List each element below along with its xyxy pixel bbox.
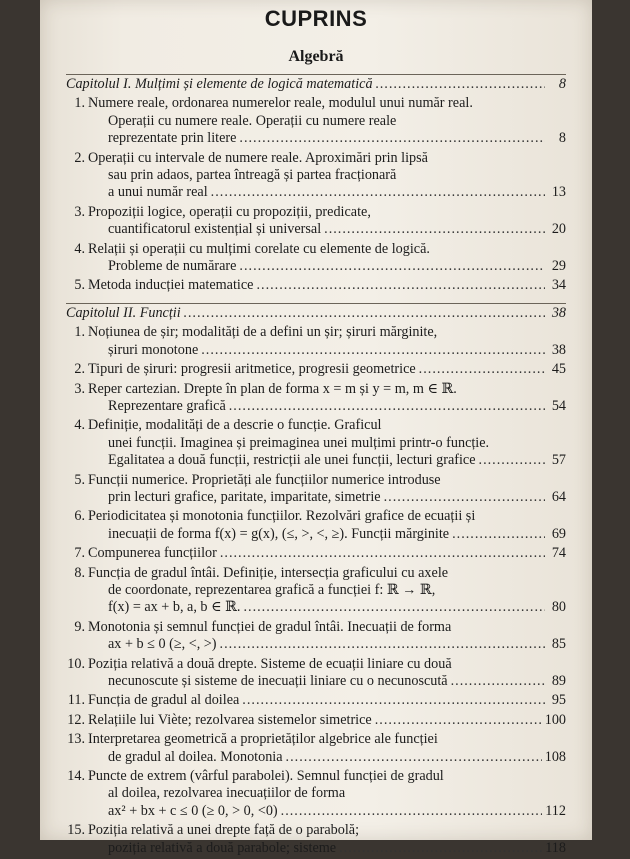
- dot-leader: [229, 398, 545, 415]
- toc-item-number: 3.: [74, 203, 85, 220]
- toc-line-text: Poziția relativă a unei drepte față de o parabolă;: [88, 822, 360, 839]
- toc-line: [88, 113, 566, 130]
- toc-item: [66, 417, 566, 469]
- toc-line: [88, 565, 566, 582]
- toc-item: [66, 565, 566, 617]
- toc-line: [88, 508, 566, 525]
- toc-item: [66, 731, 566, 766]
- dot-leader: [479, 452, 545, 469]
- toc-page-number: 118: [545, 839, 566, 856]
- toc-item-number: 10.: [67, 655, 85, 672]
- toc-item-number: 4.: [74, 240, 85, 257]
- toc-line: [88, 277, 566, 294]
- dot-leader: [242, 692, 545, 709]
- toc-line-text: reprezentate prin litere: [108, 130, 237, 147]
- dot-leader: [239, 130, 545, 147]
- toc-line-text: a unui număr real: [108, 184, 208, 201]
- dot-leader: [239, 258, 545, 275]
- toc-item-number: 9.: [74, 618, 85, 635]
- toc-item-number: 13.: [67, 731, 85, 748]
- toc-item-number: 5.: [74, 471, 85, 488]
- toc-line: [88, 785, 566, 802]
- toc-item-number: 7.: [74, 545, 85, 562]
- dot-leader: [256, 277, 545, 294]
- toc-line-text: Relații și operații cu mulțimi corelate cu elemente de logică.: [88, 240, 430, 257]
- toc-line: [88, 150, 566, 167]
- toc-item-number: 1.: [74, 95, 85, 112]
- toc-page-number: 85: [551, 636, 566, 653]
- table-of-contents: [66, 74, 566, 859]
- toc-line-text: ax + b ≤ 0 (≥, <, >): [108, 636, 217, 653]
- toc-line-text: Noțiunea de șir; modalități de a defini un șir; șiruri mărginite,: [88, 324, 438, 341]
- toc-item: [66, 692, 566, 709]
- toc-chapter: [66, 74, 566, 93]
- dot-leader: [452, 526, 545, 543]
- toc-line: [88, 840, 566, 857]
- dot-leader: [184, 305, 545, 322]
- toc-line-text: Egalitatea a două funcții, restricții ale unei funcții, lecturi grafice: [108, 452, 476, 469]
- toc-page-number: 8: [558, 76, 566, 92]
- toc-item: [66, 241, 566, 276]
- toc-item: [66, 204, 566, 239]
- toc-page-number: 108: [544, 748, 566, 765]
- toc-page-number: 34: [551, 277, 566, 294]
- toc-line: [88, 526, 566, 543]
- toc-line: [88, 342, 566, 359]
- toc-page-number: 45: [551, 361, 566, 378]
- toc-page-number: 8: [558, 130, 566, 147]
- toc-item-number: 2.: [74, 361, 85, 378]
- toc-line: [88, 95, 566, 112]
- dot-leader: [220, 636, 545, 653]
- toc-item-number: 14.: [67, 768, 85, 785]
- toc-line-text: Propoziții logice, operații cu propoziții, predicate,: [88, 203, 371, 220]
- toc-line-text: inecuații de forma f(x) = g(x), (≤, >, <, ≥). Funcții mărginite: [108, 525, 450, 542]
- dot-leader: [451, 673, 545, 690]
- toc-line-text: poziția relativă a două parabole; sisteme: [108, 839, 337, 856]
- section-heading: Algebră: [288, 48, 344, 65]
- toc-line: [88, 258, 566, 275]
- toc-line-text: Compunerea funcțiilor: [88, 545, 217, 562]
- toc-line: [88, 204, 566, 221]
- toc-line: [88, 489, 566, 506]
- dot-leader: [211, 184, 545, 201]
- toc-line-text: cuantificatorul existențial și universal: [108, 221, 322, 238]
- toc-line: [88, 673, 566, 690]
- toc-line: [88, 417, 566, 434]
- dot-leader: [220, 545, 545, 562]
- toc-page-number: 29: [551, 258, 566, 275]
- page-title: CUPRINS: [264, 6, 368, 31]
- toc-line-text: de gradul al doilea. Monotonia: [108, 748, 283, 765]
- dot-leader: [339, 840, 542, 857]
- toc-line-text: ax² + bx + c ≤ 0 (≥ 0, > 0, <0): [108, 802, 278, 819]
- toc-line: [88, 361, 566, 378]
- toc-page-number: 69: [551, 525, 566, 542]
- toc-item-number: 1.: [74, 324, 85, 341]
- toc-line-text: Reper cartezian. Drepte în plan de forma x = m și y = m, m ∈ ℝ.: [88, 380, 457, 397]
- toc-line-text: Relațiile lui Viète; rezolvarea sistemelor simetrice: [88, 711, 372, 728]
- toc-line-text: Tipuri de șiruri: progresii aritmetice, progresii geometrice: [88, 361, 416, 378]
- toc-line: [88, 545, 566, 562]
- toc-line-text: Poziția relativă a două drepte. Sisteme de ecuații liniare cu două: [88, 655, 452, 672]
- dot-leader: [376, 76, 545, 93]
- toc-item: [66, 381, 566, 416]
- toc-line: [88, 749, 566, 766]
- toc-line-text: Capitolul II. Funcții: [66, 304, 181, 321]
- toc-line: [88, 241, 566, 258]
- toc-page-number: 80: [551, 599, 566, 616]
- toc-page-number: 13: [551, 184, 566, 201]
- toc-page-number: 20: [551, 221, 566, 238]
- toc-line: [88, 167, 566, 184]
- toc-line-text: Puncte de extrem (vârful parabolei). Semnul funcției de gradul: [88, 768, 444, 785]
- toc-line: [88, 599, 566, 616]
- toc-line: [66, 305, 566, 322]
- dot-leader: [286, 749, 542, 766]
- toc-line-text: Definiție, modalități de a descrie o funcție. Graficul: [88, 417, 382, 434]
- toc-line: [88, 636, 566, 653]
- toc-line-text: Capitolul I. Mulțimi și elemente de logică matematică: [66, 76, 373, 92]
- toc-item-number: 4.: [74, 417, 85, 434]
- toc-item: [66, 472, 566, 507]
- book-page: [40, 0, 592, 856]
- dot-leader: [384, 489, 545, 506]
- toc-page-number: 64: [551, 488, 566, 505]
- toc-item-number: 6.: [74, 508, 85, 525]
- toc-line: [88, 472, 566, 489]
- toc-line-text: Funcția de gradul întâi. Definiție, intersecția graficului cu axele: [88, 564, 449, 581]
- toc-line: [88, 398, 566, 415]
- toc-line: [88, 130, 566, 147]
- toc-item-number: 12.: [67, 711, 85, 728]
- dot-leader: [243, 599, 545, 616]
- toc-line: [88, 324, 566, 341]
- toc-item: [66, 150, 566, 202]
- toc-page-number: 89: [551, 673, 566, 689]
- toc-line: [88, 803, 566, 820]
- toc-item: [66, 712, 566, 729]
- toc-line-text: Periodicitatea și monotonia funcțiilor. Rezolvări grafice de ecuații și: [88, 508, 476, 525]
- toc-chapter: [66, 303, 566, 322]
- toc-item-number: 5.: [74, 277, 85, 294]
- toc-line-text: Probleme de numărare: [108, 258, 237, 275]
- dot-leader: [201, 342, 545, 359]
- toc-item-number: 8.: [74, 564, 85, 581]
- toc-page-number: 38: [551, 341, 566, 358]
- toc-item-number: 3.: [74, 380, 85, 397]
- toc-line-text: prin lecturi grafice, paritate, imparitate, simetrie: [108, 488, 381, 505]
- toc-line-text: Funcții numerice. Proprietăți ale funcțiilor numerice introduse: [88, 471, 441, 488]
- toc-line: [88, 184, 566, 201]
- toc-item: [66, 619, 566, 654]
- toc-item: [66, 277, 566, 294]
- toc-line-text: Operații cu intervale de numere reale. Aproximări prin lipsă: [88, 149, 428, 166]
- toc-line-text: necunoscute și sisteme de inecuații liniare cu o necunoscută: [108, 673, 448, 689]
- dot-leader: [375, 712, 542, 729]
- toc-line-text: Funcția de gradul al doilea: [88, 692, 240, 709]
- dot-leader: [281, 803, 543, 820]
- dot-leader: [324, 221, 545, 238]
- toc-item: [66, 508, 566, 543]
- toc-page-number: 74: [551, 545, 566, 562]
- toc-page-number: 57: [551, 452, 566, 469]
- toc-line-text: unei funcții. Imaginea și preimaginea unei mulțimi printr-o funcție.: [108, 434, 490, 451]
- toc-line: [88, 582, 566, 599]
- toc-line-text: de coordonate, reprezentarea grafică a funcției f: ℝ → ℝ,: [108, 581, 436, 598]
- toc-line: [88, 221, 566, 238]
- toc-line: [88, 822, 566, 839]
- toc-line: [66, 76, 566, 93]
- toc-line-text: Numere reale, ordonarea numerelor reale, modulul unui număr real.: [88, 95, 473, 112]
- toc-page-number: 38: [551, 304, 566, 321]
- toc-line: [88, 768, 566, 785]
- toc-line-text: sau prin adaos, partea întreagă și partea fracționară: [108, 167, 397, 184]
- toc-line-text: Reprezentare grafică: [108, 397, 226, 414]
- toc-item-number: 2.: [74, 149, 85, 166]
- toc-page-number: 95: [551, 692, 566, 709]
- toc-page-number: 54: [551, 397, 566, 414]
- toc-line: [88, 731, 566, 748]
- toc-item: [66, 324, 566, 359]
- toc-line-text: șiruri monotone: [108, 341, 199, 358]
- toc-item: [66, 545, 566, 562]
- toc-line-text: Operații cu numere reale. Operații cu numere reale: [108, 112, 397, 129]
- toc-line: [88, 435, 566, 452]
- toc-line-text: Monotonia și semnul funcției de gradul întâi. Inecuații de forma: [88, 618, 452, 635]
- toc-line: [88, 381, 566, 398]
- toc-line-text: f(x) = ax + b, a, b ∈ ℝ.: [108, 599, 241, 616]
- toc-item: [66, 361, 566, 378]
- toc-item: [66, 95, 566, 147]
- toc-line: [88, 712, 566, 729]
- toc-line: [88, 692, 566, 709]
- toc-item-number: 15.: [67, 822, 85, 839]
- toc-item: [66, 768, 566, 820]
- toc-line-text: al doilea, rezolvarea inecuațiilor de forma: [108, 785, 346, 802]
- toc-page-number: 112: [545, 802, 566, 819]
- toc-line: [88, 452, 566, 469]
- toc-line-text: Metoda inducției matematice: [88, 277, 254, 294]
- toc-item-number: 11.: [67, 692, 85, 709]
- toc-line: [88, 619, 566, 636]
- toc-item: [66, 656, 566, 691]
- toc-line: [88, 656, 566, 673]
- toc-line-text: Interpretarea geometrică a proprietăților algebrice ale funcției: [88, 731, 438, 748]
- dot-leader: [419, 361, 545, 378]
- toc-page-number: 100: [544, 711, 566, 728]
